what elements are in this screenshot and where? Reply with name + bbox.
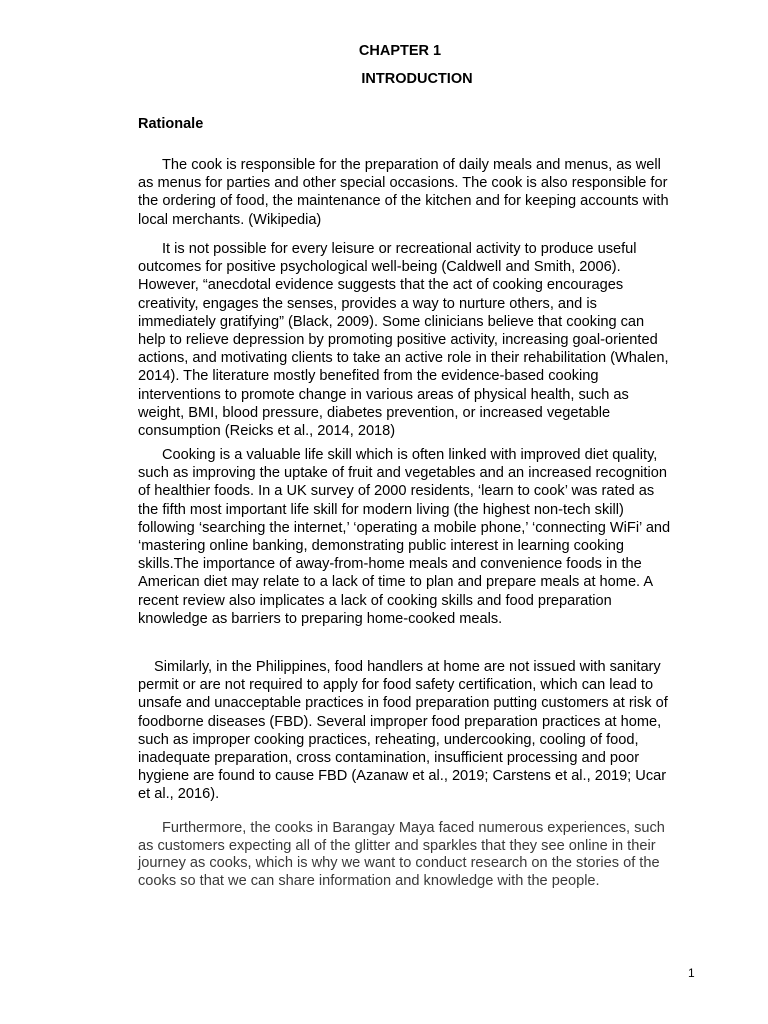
paragraph-barangay-maya: Furthermore, the cooks in Barangay Maya faced numerous experiences, such as customers expecting all of the glitter and sparkles that they see online in their journey as cooks, which is why we want to conduct research on the stories of the cooks so that we can share information and knowledge with the people. — [138, 820, 665, 889]
paragraph-psychological-wellbeing: It is not possible for every leisure or recreational activity to produce useful outcomes for positive psychological well-being (Caldwell and Smith, 2006). However, “anecdotal evidence suggests that the act of cooking encourages creativity, engages the senses, provides a way to nurture others, and is immediately gratifying” (Black, 2009). Some clinicians believe that cooking can help to relieve depression by promoting positive activity, increasing goal-oriented actions, and motivating clients to take an active role in their rehabilitation (Whalen, 2014). The literature mostly benefited from the evidence-based cooking interventions to promote change in various areas of physical health, such as weight, BMI, blood pressure, diabetes prevention, or increased vegetable consumption (Reicks et al., 2014, 2018) — [138, 241, 669, 440]
paragraph-philippines-food-safety: Similarly, in the Philippines, food handlers at home are not issued with sanitary permit or are not required to apply for food safety certification, which can lead to unsafe and unacceptable practices in food preparation putting customers at risk of foodborne diseases (FBD). Several improper food preparation practices at home, such as improper cooking practices, reheating, undercooking, cooling of food, inadequate preparation, cross contamination, insufficient processing and poor hygiene are found to cause FBD (Azanaw et al., 2019; Carstens et al., 2019; Ucar et al., 2016). — [138, 659, 668, 803]
page-number: 1 — [688, 966, 695, 980]
section-heading: Rationale — [138, 116, 204, 132]
paragraph-life-skill: Cooking is a valuable life skill which is often linked with improved diet quality, such as improving the uptake of fruit and vegetables and an increased recognition of healthier foods. In a UK survey of 2000 residents, ‘learn to cook’ was rated as the fifth most important life skill for modern living (the highest non-tech skill) following ‘searching the internet,’ ‘operating a mobile phone,’ ‘connecting WiFi’ and ‘mastering online banking, demonstrating public interest in learning cooking skills.The importance of away-from-home meals and convenience foods in the American diet may relate to a lack of time to plan and prepare meals at home. A recent review also implicates a lack of cooking skills and food preparation knowledge as barriers to preparing home-cooked meals. — [138, 447, 671, 627]
paragraph-cook-responsibilities: The cook is responsible for the preparation of daily meals and menus, as well as menus for parties and other special occasions. The cook is also responsible for the ordering of food, the maintenance of the kitchen and for keeping accounts with local merchants. (Wikipedia) — [138, 157, 669, 228]
chapter-title: INTRODUCTION — [361, 71, 473, 87]
chapter-label: CHAPTER 1 — [358, 43, 442, 59]
